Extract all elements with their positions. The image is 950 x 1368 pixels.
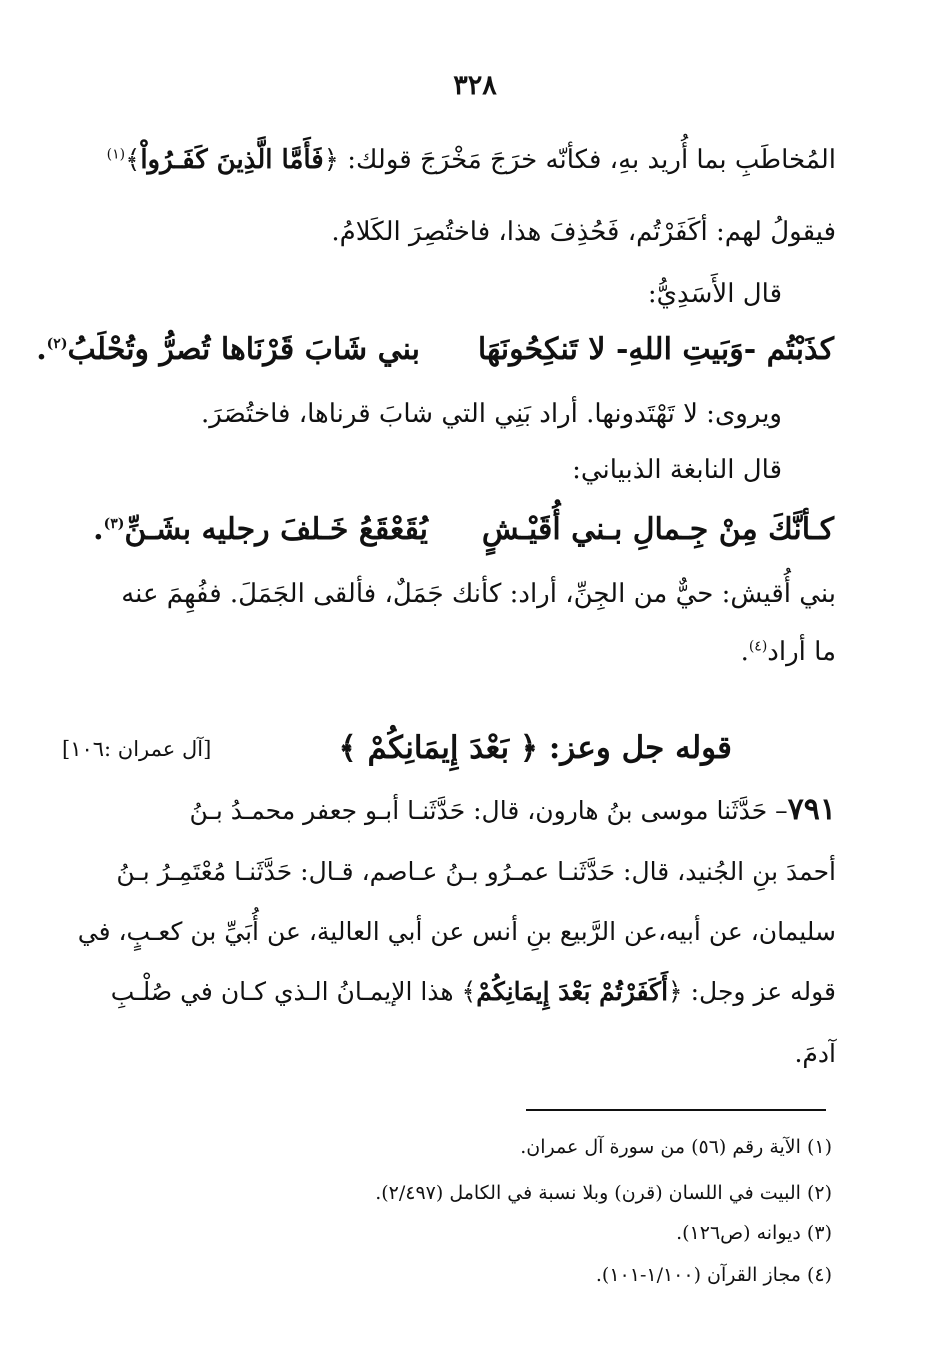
verse-1-end: .: [36, 332, 47, 367]
hadith-line-3: سليمان، عن أبيه،عن الرَّبيع بنِ أنس عن أبي العالية، عن أُبَيِّ بن كعـبٍ، في: [77, 917, 836, 946]
hadith-number: ٧٩١: [787, 792, 836, 827]
verse-2-second-hemistich: [93, 508, 428, 552]
ma-arad-text: ما أراد: [767, 637, 836, 667]
footnote-4: (٤) مجاز القرآن (١/١٠٠-١٠١).: [595, 1264, 832, 1286]
poet-intro-asadi: قال الأَسَدِيُّ:: [647, 279, 782, 309]
footnote-3: (٣) ديوانه (ص١٢٦).: [676, 1222, 832, 1244]
text-line-riwaya: ويروى: لا تَهْتَدونها. أراد بَنِي التي شابَ قرناها، فاختُصَرَ.: [201, 399, 782, 429]
quran-quote-1: فَأَمَّا الَّذِينَ كَفَـرُواْ: [140, 145, 324, 175]
hadith-line-4-pre: قوله عز وجل: ﴿: [668, 977, 836, 1006]
line-1-pre: المُخاطَبِ بما أُريد بهِ، فكأنّه خرَجَ مَخْرَجَ قولك: ﴿: [323, 145, 836, 175]
footnote-ref-4: (٤): [748, 638, 768, 655]
hadith-line-4: [54, 972, 836, 1012]
footnote-ref-3: (٣): [103, 516, 125, 532]
footnote-2: (٢) البيت في اللسان (قرن) وبلا نسبة في الكامل (٢/٤٩٧).: [375, 1182, 832, 1204]
footnote-ref-1: (١): [106, 146, 126, 163]
hadith-line-5: آدمَ.: [794, 1039, 836, 1068]
text-line-ma-arad: [54, 632, 836, 672]
verse-2-second-text: يُقَعْقَعُ خَـلفَ رجليه بشَـنِّ: [124, 512, 428, 547]
verse-1-second-text: بني شَابَ قَرْنَاها تُصرُّ وتُحْلَبُ: [67, 332, 420, 367]
hadith-line-1-text: – حَدَّثَنا موسى بنُ هارون، قال: حَدَّثَنـا أبـو جعفر محمـدُ بـنُ: [189, 796, 788, 825]
line-1-post: ﴾: [125, 145, 141, 175]
verse-1-first-hemistich: كذَبْتُم -وَبَيتِ اللهِ- لا تَنكِحُونَهَا: [477, 332, 834, 367]
verse-1-second-hemistich: [36, 328, 420, 372]
text-line-1: [54, 140, 836, 180]
hadith-line-2: أحمدَ بنِ الجُنيد، قال: حَدَّثَنـا عمـرُو بـنُ عـاصم، قـال: حَدَّثَنـا مُعْتَمِـرُ بـنُ: [116, 857, 836, 886]
footnote-separator: [526, 1109, 826, 1111]
section-heading: قوله جل وعز: ﴿ بَعْدَ إِيمَانِكُمْ ﴾: [338, 730, 732, 766]
hadith-line-1: [54, 790, 836, 831]
verse-2-first-hemistich: كـأنَّكَ مِنْ جِـمالِ بـني أُقَيْـشٍ: [481, 512, 834, 547]
footnote-1: (١) الآية رقم (٥٦) من سورة آل عمران.: [520, 1136, 832, 1158]
poet-intro-nabigha: قال النابغة الذبياني:: [572, 455, 782, 485]
quran-quote-2: أَكَفَرْتُمْ بَعْدَ إِيمَانِكُمْ: [476, 977, 669, 1006]
text-line-uqaysh: بني أُقيش: حيٌّ من الجِنِّ، أراد: كأنك جَمَلٌ، فألقى الجَمَلَ. ففُهِمَ عنه: [121, 579, 836, 609]
text-line-2: فيقولُ لهم: أكَفَرْتُم، فَحُذِفَ هذا، فاختُصِرَ الكَلامُ.: [331, 217, 836, 247]
surah-reference: [آل عمران :١٠٦]: [62, 737, 212, 761]
footnote-ref-2: (٢): [46, 336, 68, 352]
ma-arad-end: .: [740, 637, 749, 667]
page-number: ٣٢٨: [453, 70, 497, 101]
verse-2-end: .: [93, 512, 104, 547]
hadith-line-4-post: ﴾ هذا الإيمـانُ الـذي كـان في صُلْـبِ: [110, 977, 477, 1006]
